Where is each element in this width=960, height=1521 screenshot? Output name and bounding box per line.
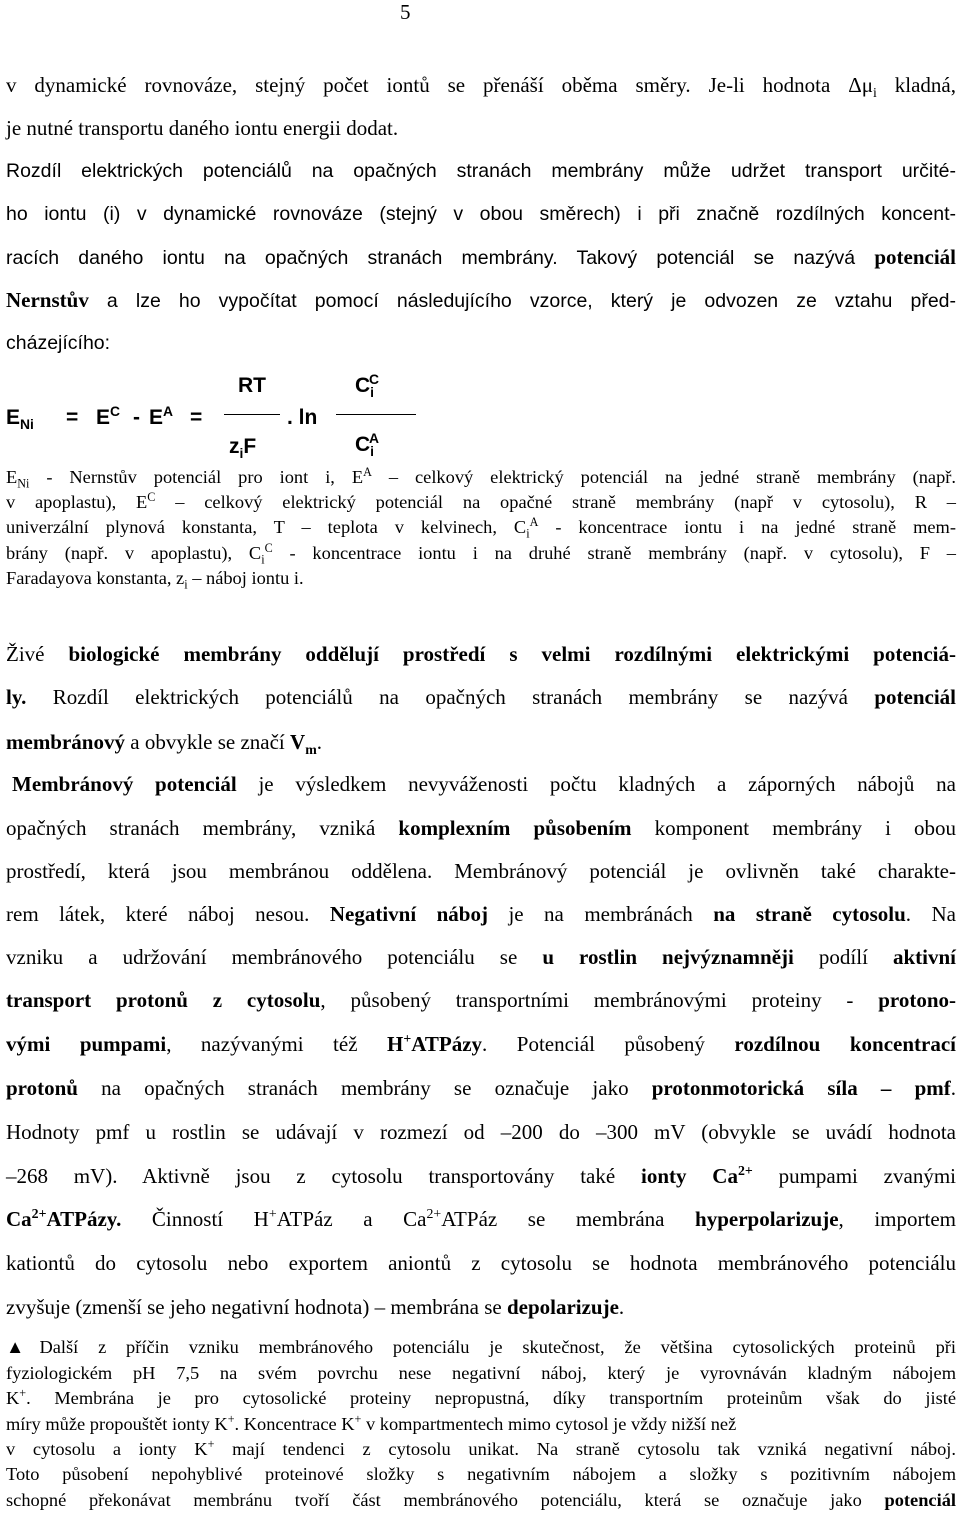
paragraph-3-line-3: membránový a obvykle se značí $V_m$.	[6, 730, 322, 758]
equation-lhs: $E_{Ni}$	[6, 406, 34, 433]
paragraph-4-line-9: Hodnoty pmf u rostlin se udávají v rozmezí od –200 do –300 mV (obvykle se uvádí hodnota	[6, 1120, 956, 1144]
paragraph-2-line-2: ho iontu (i) v dynamické rovnováze (stejný v obou směrech) i při značně rozdílných koncent-	[6, 203, 956, 225]
legend-line-1: $E_{Ni}$ - Nernstův potenciál pro iont i, $E^A$ – celkový elektrický potenciál na jedné straně membrány (např.	[6, 464, 957, 491]
triangle-icon: ▲	[6, 1337, 40, 1357]
paragraph-5-line-1: ▲Další z příčin vzniku membránového potenciálu je skutečnost, že většina cytosolických proteinů při	[6, 1337, 957, 1357]
equation-ln: . ln	[287, 406, 318, 429]
paragraph-5-line-3: K+. Membrána je pro cytosolické proteiny nepropustná, díky transportním proteinům však do jisté	[6, 1385, 956, 1408]
concentration-numerator: $C_i^C$	[355, 371, 380, 401]
fraction-bar-1	[224, 414, 280, 415]
paragraph-4-line-5: vzniku a udržování membránového potenciálu se u rostlin nejvýznamněji podílí aktivní	[6, 945, 956, 969]
equation-equals-2: =	[190, 406, 203, 429]
paragraph-4-line-13: zvyšuje (zmenší se jeho negativní hodnota) – membrána se depolarizuje.	[6, 1295, 625, 1319]
paragraph-4-line-3: prostředí, která jsou membránou oddělena. Membránový potenciál je ovlivněn také charakte-	[6, 859, 956, 883]
paragraph-5-line-6: Toto působení nepohyblivé proteinové složky s negativním nábojem a složky s pozitivním nábojem	[6, 1464, 956, 1484]
fraction-bar-2	[336, 414, 416, 415]
legend-line-5: Faradayova konstanta, $z_i$ – náboj iontu i.	[6, 568, 304, 592]
paragraph-4-line-10: –268 mV). Aktivně jsou z cytosolu transportovány také ionty $Ca^{2+}$ pumpami zvanými	[6, 1163, 956, 1188]
legend-line-4: brány (např. v apoplastu), $C_i^C$ - koncentrace iontu i na druhé straně membrány (např. v cytosolu), F –	[6, 540, 956, 567]
equation-minus: -	[133, 406, 140, 429]
paragraph-2-line-1: Rozdíl elektrických potenciálů na opačných stranách membrány může udržet transport určité-	[6, 160, 956, 182]
paragraph-4-line-12: kationtů do cytosolu nebo exportem aniontů z cytosolu se hodnota membránového potenciálu	[6, 1251, 956, 1275]
fraction-denominator: $z_iF$	[229, 435, 257, 462]
paragraph-5-line-2: fyziologickém pH 7,5 na svém povrchu nese negativní náboj, který je vyrovnáván kladným nábojem	[6, 1363, 956, 1383]
concentration-denominator: $C_i^A$	[355, 430, 380, 460]
paragraph-3-line-2: ly. Rozdíl elektrických potenciálů na opačných stranách membrány se nazývá potenciál	[6, 685, 956, 709]
equation-ea: $E^A$	[149, 403, 174, 429]
paragraph-4-line-11: $Ca^{2+}ATPázy$. Činností H+ATPáz a $Ca^{2+}ATPáz$ se membrána hyperpolarizuje, importem	[6, 1206, 957, 1231]
paragraph-4-line-4: rem látek, které náboj nesou. Negativní náboj je na membránách na straně cytosolu. Na	[6, 902, 956, 926]
paragraph-1-line-1: v dynamické rovnováze, stejný počet iontů se přenáší oběma směry. Je-li hodnota $\Delta\mu_i$ kladná,	[6, 73, 956, 101]
paragraph-3-line-1: Živé biologické membrány oddělují prostředí s velmi rozdílnými elektrickými potenciá-	[6, 642, 956, 666]
equation-ec: $E^C$	[96, 403, 121, 429]
paragraph-5-line-4: míry může propouštět ionty K+. Koncentrace K+ v kompartmentech mimo cytosol je vždy nižší než	[6, 1411, 737, 1434]
fraction-numerator: RT	[238, 374, 266, 397]
paragraph-4-line-6: transport protonů z cytosolu, působený transportními membránovými proteiny - protono-	[6, 988, 956, 1012]
paragraph-5-line-7: schopné překonávat membránu tvoří část membránového potenciálu, která se označuje jako potenciál	[6, 1490, 956, 1510]
equation-equals-1: =	[66, 406, 79, 429]
legend-line-3: univerzální plynová konstanta, T – teplota v kelvinech, $C_i^A$ - koncentrace iontu i na jedné straně mem-	[6, 514, 956, 541]
paragraph-2-line-3: racích daného iontu na opačných stranách membrány. Takový potenciál se nazývá potenciál	[6, 245, 957, 269]
paragraph-1-line-2: je nutné transportu daného iontu energii dodat.	[6, 116, 399, 140]
legend-line-2: v apoplastu), $E^C$ – celkový elektrický potenciál na opačné straně membrány (např v cytosolu), R –	[6, 489, 956, 512]
paragraph-2-line-5: cházejícího:	[6, 332, 111, 354]
paragraph-4-line-7: vými pumpami, nazývanými též H+ATPázy. Potenciál působený rozdílnou koncentrací	[6, 1031, 956, 1056]
paragraph-4-line-2: opačných stranách membrány, vzniká komplexním působením komponent membrány i obou	[6, 816, 956, 840]
paragraph-4-line-8: protonů na opačných stranách membrány se označuje jako protonmotorická síla – pmf.	[6, 1076, 956, 1100]
paragraph-4-line-1: Membránový potenciál je výsledkem nevyváženosti počtu kladných a záporných nábojů na	[12, 772, 956, 796]
paragraph-5-line-5: v cytosolu a ionty K+ mají tendenci z cytosolu unikat. Na straně cytosolu tak vzniká negativní náboj.	[6, 1436, 956, 1459]
page-number: 5	[400, 0, 411, 24]
paragraph-2-line-4: Nernstův a lze ho vypočítat pomocí následujícího vzorce, který je odvozen ze vztahu před-	[6, 288, 956, 312]
